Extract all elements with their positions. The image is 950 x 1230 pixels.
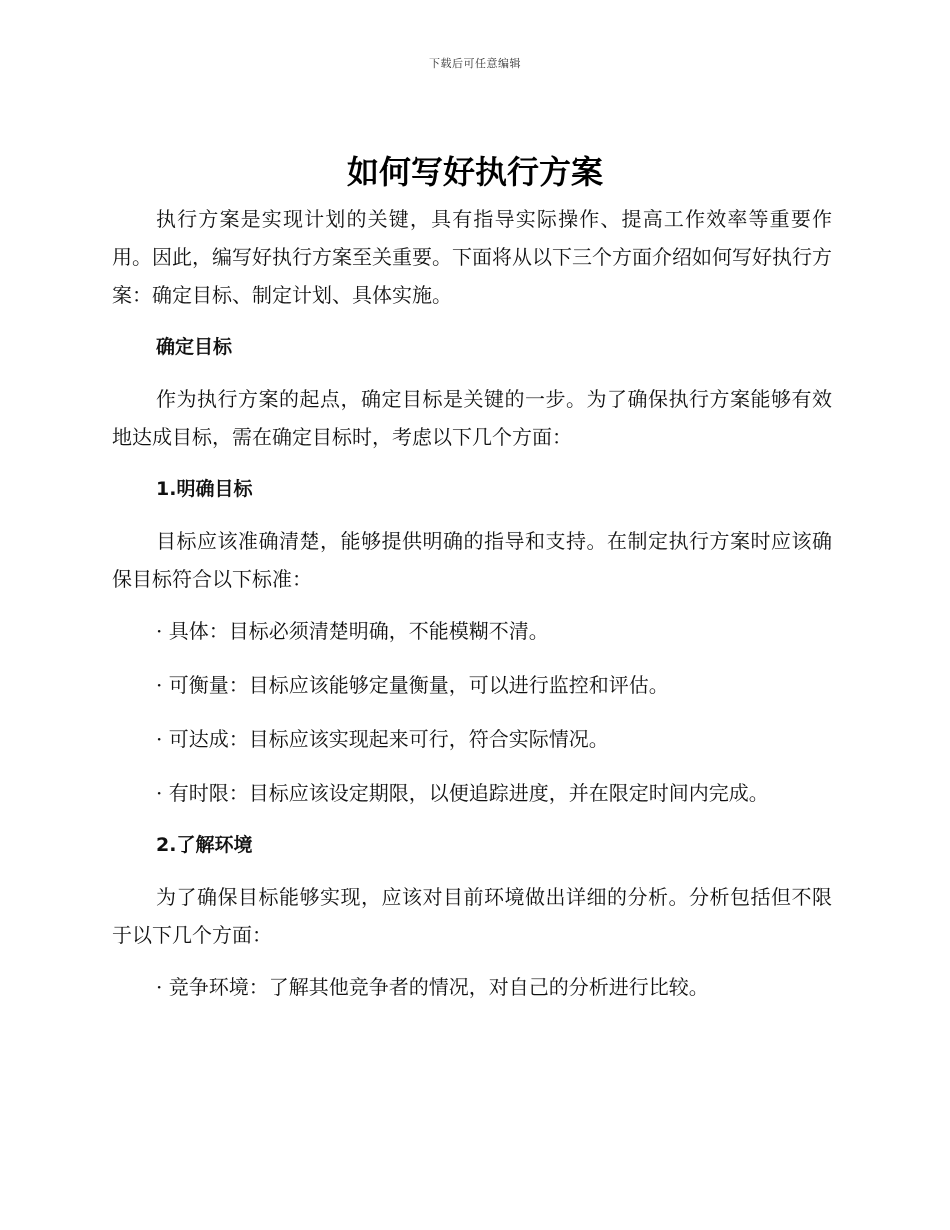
bullet-item: · 具体：目标必须清楚明确，不能模糊不清。 (156, 619, 549, 643)
document-body (112, 200, 832, 1006)
header-note: 下载后可任意编辑 (429, 57, 521, 70)
subheading-understand-environment: 2.了解环境 (156, 834, 253, 856)
paragraph-understand-environment: 为了确保目标能够实现，应该对目前环境做出详细的分析。分析包括但不限于以下几个方面： (112, 885, 832, 947)
intro-paragraph: 执行方案是实现计划的关键，具有指导实际操作、提高工作效率等重要作用。因此，编写好执行方案至关重要。下面将从以下三个方面介绍如何写好执行方案：确定目标、制定计划、具体实施。 (112, 207, 832, 307)
bullet-item: · 可衡量：目标应该能够定量衡量，可以进行监控和评估。 (156, 673, 669, 697)
bullet-item: · 可达成：目标应该实现起来可行，符合实际情况。 (156, 727, 609, 751)
bullet-item: · 竞争环境：了解其他竞争者的情况，对自己的分析进行比较。 (156, 975, 709, 999)
section-paragraph-determine-goal: 作为执行方案的起点，确定目标是关键的一步。为了确保执行方案能够有效地达成目标，需在确定目标时，考虑以下几个方面： (112, 387, 832, 449)
section-heading-determine-goal: 确定目标 (156, 336, 233, 358)
subheading-clear-goal: 1.明确目标 (156, 478, 253, 500)
bullet-item: · 有时限：目标应该设定期限，以便追踪进度，并在限定时间内完成。 (156, 781, 769, 805)
document-title: 如何写好执行方案 (346, 153, 603, 191)
paragraph-clear-goal: 目标应该准确清楚，能够提供明确的指导和支持。在制定执行方案时应该确保目标符合以下标准： (112, 529, 832, 591)
